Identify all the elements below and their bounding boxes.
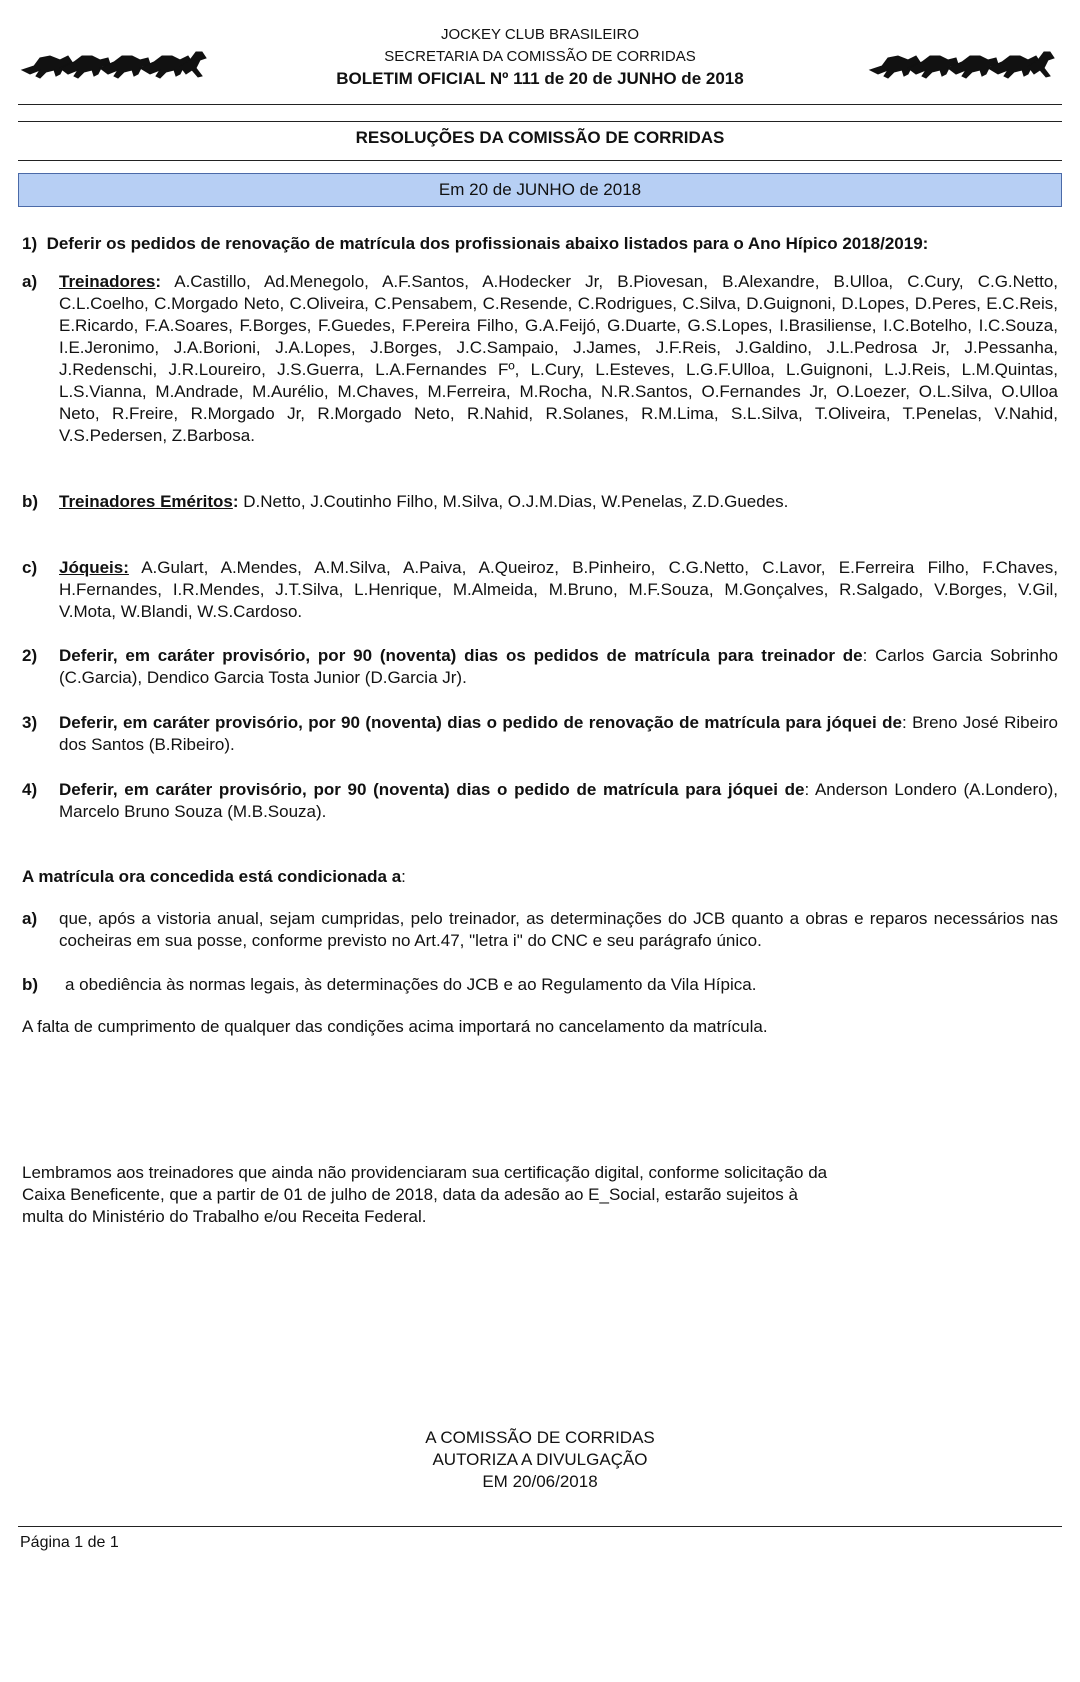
jockeys-list: A.Gulart, A.Mendes, A.M.Silva, A.Paiva, A.Queiroz, B.Pinheiro, C.G.Netto, C.Lavor, E.Ferreira Filho, F.Chaves, H.Fernandes, I.R.Mendes, J.T.Silva, L.Henrique, M.Almeida, M.Bruno, M.F.Souza, M.Gonçalves, R.Salgado, V.Borges, V.Gil, V.Mota, W.Blandi, W.S.Cardoso. xyxy=(59,558,1058,621)
item-label: b) xyxy=(22,975,39,994)
condition-a xyxy=(22,908,1058,952)
trainers-heading-colon: : xyxy=(155,272,162,291)
resolution-1b-emeritus xyxy=(22,491,1058,513)
item-label: b) xyxy=(22,492,39,511)
emeritus-heading-colon: : xyxy=(232,492,239,511)
club-name: JOCKEY CLUB BRASILEIRO xyxy=(440,26,640,43)
signature-block xyxy=(0,1427,1080,1493)
condition-b xyxy=(22,974,1058,996)
resolution-1c-jockeys xyxy=(22,557,1058,623)
signature-line: A COMISSÃO DE CORRIDAS xyxy=(425,1428,655,1447)
resolution-2-text: : Carlos Garcia Sobrinho (C.Garcia), Dendico Garcia Tosta Junior (D.Garcia Jr). xyxy=(59,646,1058,687)
section-rule-bottom xyxy=(18,160,1062,161)
horse-racing-logo-right-icon xyxy=(868,46,1058,80)
resolution-4 xyxy=(22,779,1058,823)
resolution-1-number: 1) xyxy=(22,234,38,253)
resolution-2 xyxy=(22,645,1058,689)
resolution-3-text: : Breno José Ribeiro dos Santos (B.Ribeiro). xyxy=(59,713,1058,754)
note-line: Caixa Beneficente, que a partir de 01 de julho de 2018, data da adesão ao E_Social, estarão sujeitos à xyxy=(22,1185,798,1204)
item-label: a) xyxy=(22,272,38,291)
jockeys-heading: Jóqueis: xyxy=(59,558,129,577)
page-number: Página 1 de 1 xyxy=(20,1534,119,1551)
resolution-3-bold: Deferir, em caráter provisório, por 90 (noventa) dias o pedido de renovação de matrícula para jóquei de xyxy=(59,713,902,732)
item-label: 2) xyxy=(22,646,38,665)
signature-line: AUTORIZA A DIVULGAÇÃO xyxy=(432,1450,648,1469)
header-rule xyxy=(18,104,1062,105)
bulletin-title: BOLETIM OFICIAL Nº 111 de 20 de JUNHO de 2018 xyxy=(336,69,744,88)
emeritus-list: D.Netto, J.Coutinho Filho, M.Silva, O.J.M.Dias, W.Penelas, Z.D.Guedes. xyxy=(238,492,789,511)
item-label: 3) xyxy=(22,713,38,732)
condition-a-text: que, após a vistoria anual, sejam cumpridas, pelo treinador, as determinações do JCB quanto a obras e reparos necessários nas cocheiras em sua posse, conforme previsto no Art.47, "letra i" do CNC e seu parágrafo único. xyxy=(59,909,1058,950)
note-line: Lembramos aos treinadores que ainda não providenciaram sua certificação digital, conforme solicitação da xyxy=(22,1163,828,1182)
section-title: RESOLUÇÕES DA COMISSÃO DE CORRIDAS xyxy=(355,128,725,147)
item-label: a) xyxy=(22,909,38,928)
trainers-heading: Treinadores xyxy=(59,272,156,291)
emeritus-heading: Treinadores Eméritos xyxy=(59,492,233,511)
trainers-list: A.Castillo, Ad.Menegolo, A.F.Santos, A.Hodecker Jr, B.Piovesan, B.Alexandre, B.Ulloa, C.Cury, C.G.Netto, C.L.Coelho, C.Morgado Neto, C.Oliveira, C.Pensabem, C.Resende, C.Rodrigues, C.Silva, D.Guignoni, D.Lopes, D.Peres, E.C.Reis, E.Ricardo, F.A.Soares, F.Borges, F.Guedes, F.Pereira Filho, G.A.Feijó, G.Duarte, G.S.Lopes, I.Brasiliense, I.C.Botelho, I.C.Souza, I.E.Jeronimo, J.A.Borioni, J.A.Lopes, J.Borges, J.C.Sampaio, J.James, J.F.Reis, J.Galdino, J.L.Pedrosa Jr, J.Pessanha, J.Redenschi, J.R.Loureiro, J.S.Guerra, L.A.Fernandes Fº, L.Cury, L.Esteves, L.G.F.Ulloa, L.Guignoni, L.J.Reis, L.M.Quintas, L.S.Vianna, M.Andrade, M.Aurélio, M.Chaves, M.Ferreira, M.Rocha, N.R.Santos, O.Fernandes Jr, O.Loezer, O.L.Silva, O.Ulloa Neto, R.Freire, R.Morgado Jr, R.Morgado Neto, R.Nahid, R.Solanes, R.M.Lima, S.L.Silva, T.Oliveira, T.Penelas, V.Nahid, V.S.Pedersen, Z.Barbosa. xyxy=(59,272,1058,445)
item-label: 4) xyxy=(22,780,38,799)
item-label: c) xyxy=(22,558,38,577)
horse-racing-logo-left-icon xyxy=(20,46,210,80)
resolution-2-bold: Deferir, em caráter provisório, por 90 (noventa) dias os pedidos de matrícula para treinador de xyxy=(59,646,863,665)
resolution-4-text: : Anderson Londero (A.Londero), Marcelo Bruno Souza (M.B.Souza). xyxy=(59,780,1058,821)
resolution-3 xyxy=(22,712,1058,756)
digital-certification-note xyxy=(22,1162,982,1228)
date-bar: Em 20 de JUNHO de 2018 xyxy=(18,173,1062,207)
resolution-1a-trainers xyxy=(22,271,1058,447)
section-rule-top xyxy=(18,121,1062,122)
condition-b-text: a obediência às normas legais, às determinações do JCB e ao Regulamento da Vila Hípica. xyxy=(65,975,757,994)
signature-date: EM 20/06/2018 xyxy=(482,1472,598,1491)
bulletin-header xyxy=(18,24,1062,104)
department-name: SECRETARIA DA COMISSÃO DE CORRIDAS xyxy=(384,48,696,65)
cancellation-note: A falta de cumprimento de qualquer das condições acima importará no cancelamento da matrícula. xyxy=(22,1017,768,1036)
condition-heading-bold: A matrícula ora concedida está condicionada a xyxy=(22,867,402,886)
condition-heading-colon: : xyxy=(401,867,406,886)
resolution-4-bold: Deferir, em caráter provisório, por 90 (noventa) dias o pedido de matrícula para jóquei de xyxy=(59,780,805,799)
resolutions-content xyxy=(22,233,1058,1038)
resolution-1 xyxy=(22,233,1058,255)
note-line: multa do Ministério do Trabalho e/ou Receita Federal. xyxy=(22,1207,427,1226)
footer-rule xyxy=(18,1526,1062,1527)
resolution-1-text: Deferir os pedidos de renovação de matrícula dos profissionais abaixo listados para o Ano Hípico 2018/2019: xyxy=(46,234,929,253)
condition-heading xyxy=(22,866,1058,888)
